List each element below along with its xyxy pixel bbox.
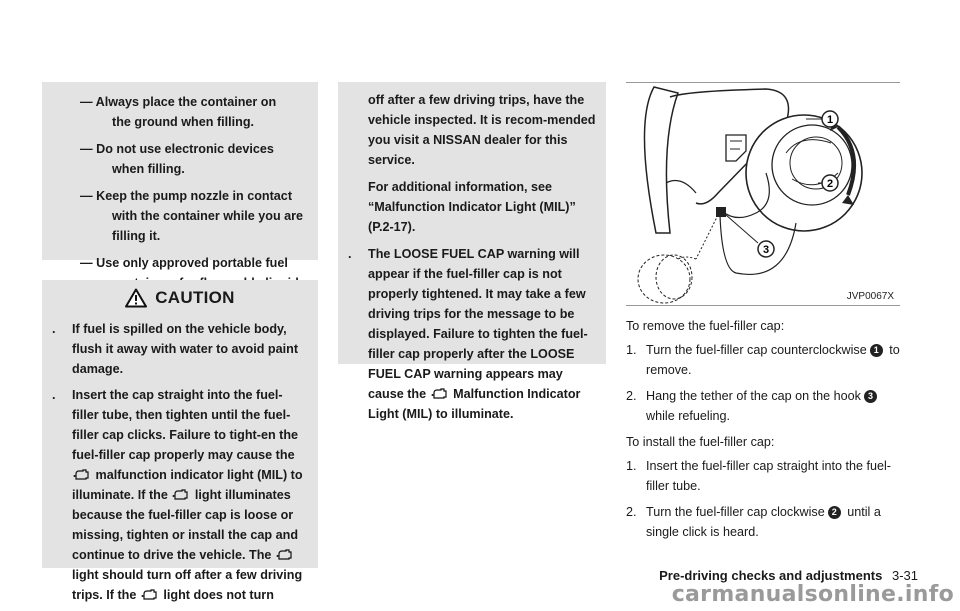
page-footer: [659, 568, 918, 583]
engine-mil-icon: [431, 388, 449, 400]
callout-2-inline: 2: [828, 506, 841, 519]
caution-title: CAUTION: [155, 288, 235, 307]
fuel-cap-figure: [626, 82, 900, 306]
engine-mil-icon: [172, 489, 190, 501]
callout-3-inline: 3: [864, 390, 877, 403]
warning-box-top: [42, 82, 318, 270]
watermark: carmanualsonline.info: [671, 582, 954, 607]
engine-mil-icon: [276, 549, 294, 561]
bullet-item: . Insert the cap straight into the fuel-filler tube, then tighten until the fuel-filler cap clicks. Failure to tight-en the fuel-filler cap properly may cause the malfunction indicator light (MIL) to illuminate. If the light illuminates because the fuel-filler cap is loose or missing, tighten or install the cap and continue to drive the vehicle. The light should turn off after a few driving trips. If the light does not turn: [52, 388, 303, 602]
warning-triangle-icon: [125, 288, 147, 308]
bullet-item: . The LOOSE FUEL CAP warning will appear if the fuel-filler cap is not properly tightened. It may take a few driving trips for the message to be displayed. Failure to tighten the fuel-filler cap properly after the LOOSE FUEL CAP warning appears may cause the Malfunction Indicator Light (MIL) to illuminate.: [348, 247, 588, 421]
engine-mil-icon: [73, 469, 91, 481]
bullet-item: . If fuel is spilled on the vehicle body, flush it away with water to avoid paint damage.: [52, 322, 299, 376]
more-info-text: For additional information, see “Malfunction Indicator Light (MIL)” (P.2-17).: [368, 180, 576, 234]
remove-step: 2. Hang the tether of the cap on the hook 3 while refueling.: [626, 386, 900, 426]
caution-continued-box: [338, 82, 606, 421]
page-number: 3-31: [891, 568, 918, 583]
remove-title: To remove the fuel-filler cap:: [626, 319, 785, 333]
caution-body: [42, 316, 318, 602]
instructions: [626, 316, 900, 548]
figure-code: JVP0067X: [846, 291, 894, 302]
engine-mil-icon: [141, 589, 159, 601]
dash-item: — Use only approved portable fuel: [80, 256, 288, 270]
dash-item: — Do not use electronic devices when filling.: [80, 142, 274, 176]
continued-text: off after a few driving trips, have the vehicle inspected. It is recom-mended you visit a NISSAN dealer for this service.: [368, 93, 596, 167]
fuel-filler-diagram: [626, 83, 900, 307]
install-step: 1. Insert the fuel-filler cap straight into the fuel-filler tube.: [626, 459, 892, 493]
remove-step: 1. Turn the fuel-filler cap counterclockwise 1 to remove.: [626, 343, 900, 377]
callout-1-inline: 1: [870, 344, 883, 357]
install-title: To install the fuel-filler cap:: [626, 435, 775, 449]
install-step: 2. Turn the fuel-filler cap clockwise 2 until a single click is heard.: [626, 505, 881, 539]
svg-text:2: 2: [826, 178, 834, 190]
svg-text:3: 3: [762, 244, 770, 256]
dash-item: — Always place the container on the ground when filling.: [80, 95, 277, 129]
caution-header: [42, 280, 318, 316]
dash-item: — Keep the pump nozzle in contact with the container while you are filling it.: [80, 189, 304, 243]
section-title: Pre-driving checks and adjustments: [659, 568, 883, 583]
svg-text:1: 1: [826, 114, 834, 126]
